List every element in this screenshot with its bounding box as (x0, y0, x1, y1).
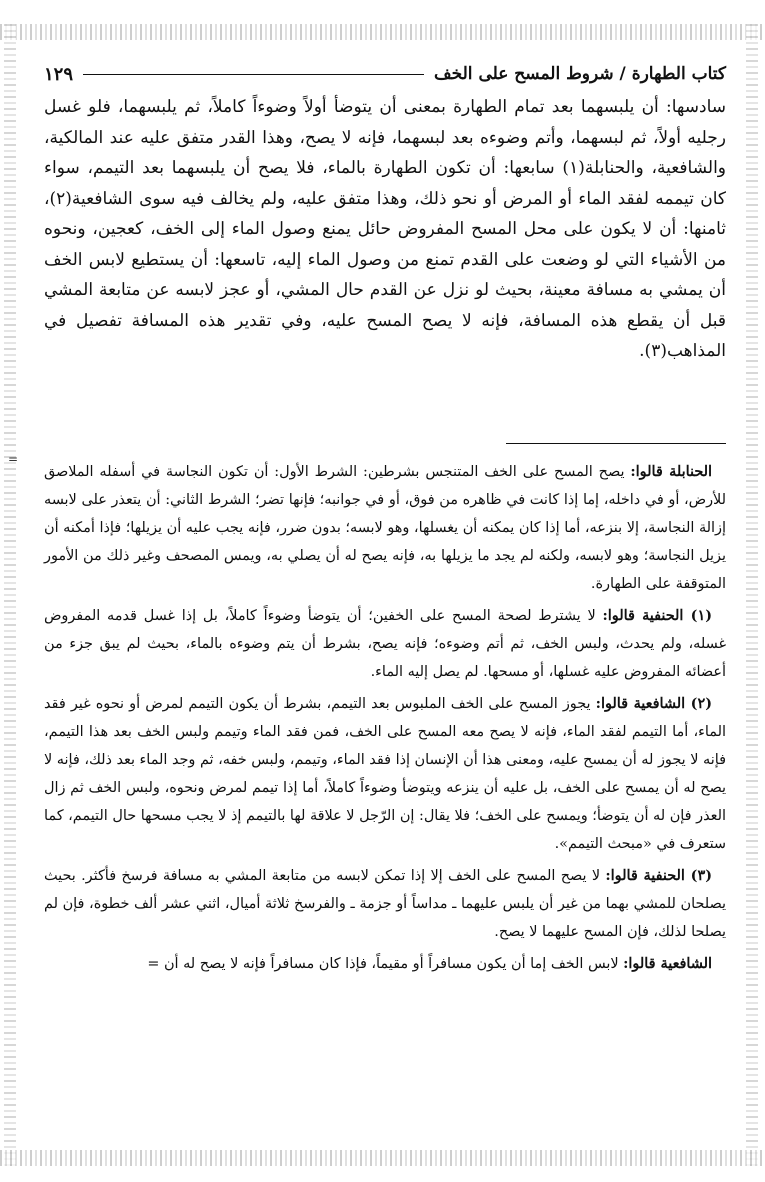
footnote-divider (506, 443, 726, 444)
header-rule (83, 74, 424, 75)
footnote-2 (44, 690, 726, 858)
footnote-3 (44, 862, 726, 946)
running-title: كتاب الطهارة / شروط المسح على الخف (434, 64, 726, 84)
footnote-lead: الحنابلة قالوا: (630, 462, 712, 480)
footnote-text: يصح المسح على الخف المتنجس بشرطين: الشرط الأول: أن تكون النجاسة في أسفله الملاصق للأرض، أو في داخله، إما إذا كانت في ظاهره من فوق، أو في جوانبه؛ فإنها تضر؛ الشرط الثاني: أن يتعذر على لابسه إزالة النجاسة، إلا بنزعه، أما إذا كان يمكنه أن يغسلها، وهو لابسه؛ بدون ضرر، فإنه يجب عليه أن يزيلها؛ فإذا أمكنه أن يزيل النجاسة؛ وهو لابسه، ولكنه لم يجد ما يزيلها به، فإنه يصح له أن يصلي به، ويمس المصحف وغير ذلك من الأمور المتوقفة على الطهارة. (44, 463, 726, 592)
page-number: ١٢٩ (44, 63, 74, 85)
footnote-text: لابس الخف إما أن يكون مسافراً أو مقيماً، فإذا كان مسافراً فإنه لا يصح له أن = (147, 955, 624, 972)
footnote-lead: (٢) الشافعية قالوا: (595, 694, 712, 712)
running-header (44, 56, 726, 92)
footnote-madhab-hanbali (44, 458, 726, 598)
footnote-text: يجوز المسح على الخف الملبوس بعد التيمم، بشرط أن يكون التيمم لمرض أو نحوه غير فقد الماء، أما التيمم لفقد الماء، فإنه لا يصح معه المسح على الخف، فمن فقد الماء وتيمم ولبس الخف بعد هذا التيمم، فإنه لا يجوز له أن يمسح عليه، ومعنى هذا أن الإنسان إذا فقد الماء، وتيمم، ولبس خفه، ثم وجد الماء بعد ذلك، فإنه لا يصح له أن يمسح على الخف، بل عليه أن ينزعه ويتوضأ وضوءاً كاملاً، أما إذا تيمم لمرض ونحوه، ولبس الخف ثم زال العذر فإن له أن يتوضأ؛ ويمسح على الخف؛ فلا يقال: إن الرّجل لا علاقة لها بالتيمم إذ لا يجب مسحها حال التيمم، كما ستعرف في «مبحث التيمم». (43, 695, 726, 852)
footnote-text: لا يصح المسح على الخف إلا إذا تمكن لابسه من متابعة المشي به مسافة فرسخ فأكثر. بحيث يصلحان للمشي بهما من غير أن يلبس عليهما ـ مداساً أو جزمة ـ والفرسخ ثلاثة أميال، اثني عشر ألف خطوة، فإن لم يصلحا لذلك، فإن المسح عليهما لا يصح. (44, 867, 726, 940)
main-text (44, 92, 726, 367)
footnote-lead: الشافعية قالوا: (623, 954, 712, 972)
footnote-shafii-continued (44, 950, 726, 978)
page-border-right (746, 24, 758, 1166)
continuation-marker: = (8, 452, 19, 466)
footnote-lead: (٣) الحنفية قالوا: (605, 866, 712, 884)
page-border-bottom (0, 1150, 765, 1166)
page-border-top (0, 24, 765, 40)
footnote-lead: (١) الحنفية قالوا: (602, 606, 712, 624)
main-paragraph: سادسها: أن يلبسهما بعد تمام الطهارة بمعنى أن يتوضأ أولاً وضوءاً كاملاً، ثم يلبسهما، فلو غسل رجليه أولاً، ثم لبسهما، وأتم وضوءه بعد لبسهما، فإنه لا يصح، وهذا القدر متفق عليه عند المالكية، والشافعية، والحنابلة(١) سابعها: أن تكون الطهارة بالماء، فلا يصح أن يلبسهما بعد التيمم، سواء كان تيممه لفقد الماء أو المرض أو نحو ذلك، وهذا متفق عليه، ولم يخالف فيه سوى الشافعية(٢)، ثامنها: أن لا يكون على محل المسح المفروض حائل يمنع وصول الماء إلى الخف، كعجين، ونحوه من الأشياء التي لو وضعت على القدم تمنع من وصول الماء إليه، تاسعها: أن يستطيع لابس الخف أن يمشي به مسافة معينة، بحيث لو نزل عن القدم حال المشي، أو عجز لابسه عن متابعة المشي قبل أن يقطع هذه المسافة، فإنه لا يصح المسح عليه، وفي تقدير هذه المسافة تفصيل في المذاهب(٣). (44, 97, 727, 361)
footnote-text: لا يشترط لصحة المسح على الخفين؛ أن يتوضأ وضوءاً كاملاً، بل إذا غسل قدمه المفروض غسله، ولم يحدث، ولبس الخف، ثم أتم وضوءه؛ فإنه يصح، بشرط أن يتم وضوءه بالماء، بحيث لم يبق جزء من أعضائه المفروض عليه غسلها، أو مسحها. لم يصل إليه الماء. (44, 607, 726, 680)
book-page (44, 56, 726, 982)
footnote-1 (44, 602, 726, 686)
footnotes (44, 458, 726, 978)
page-border-left (4, 24, 19, 1166)
